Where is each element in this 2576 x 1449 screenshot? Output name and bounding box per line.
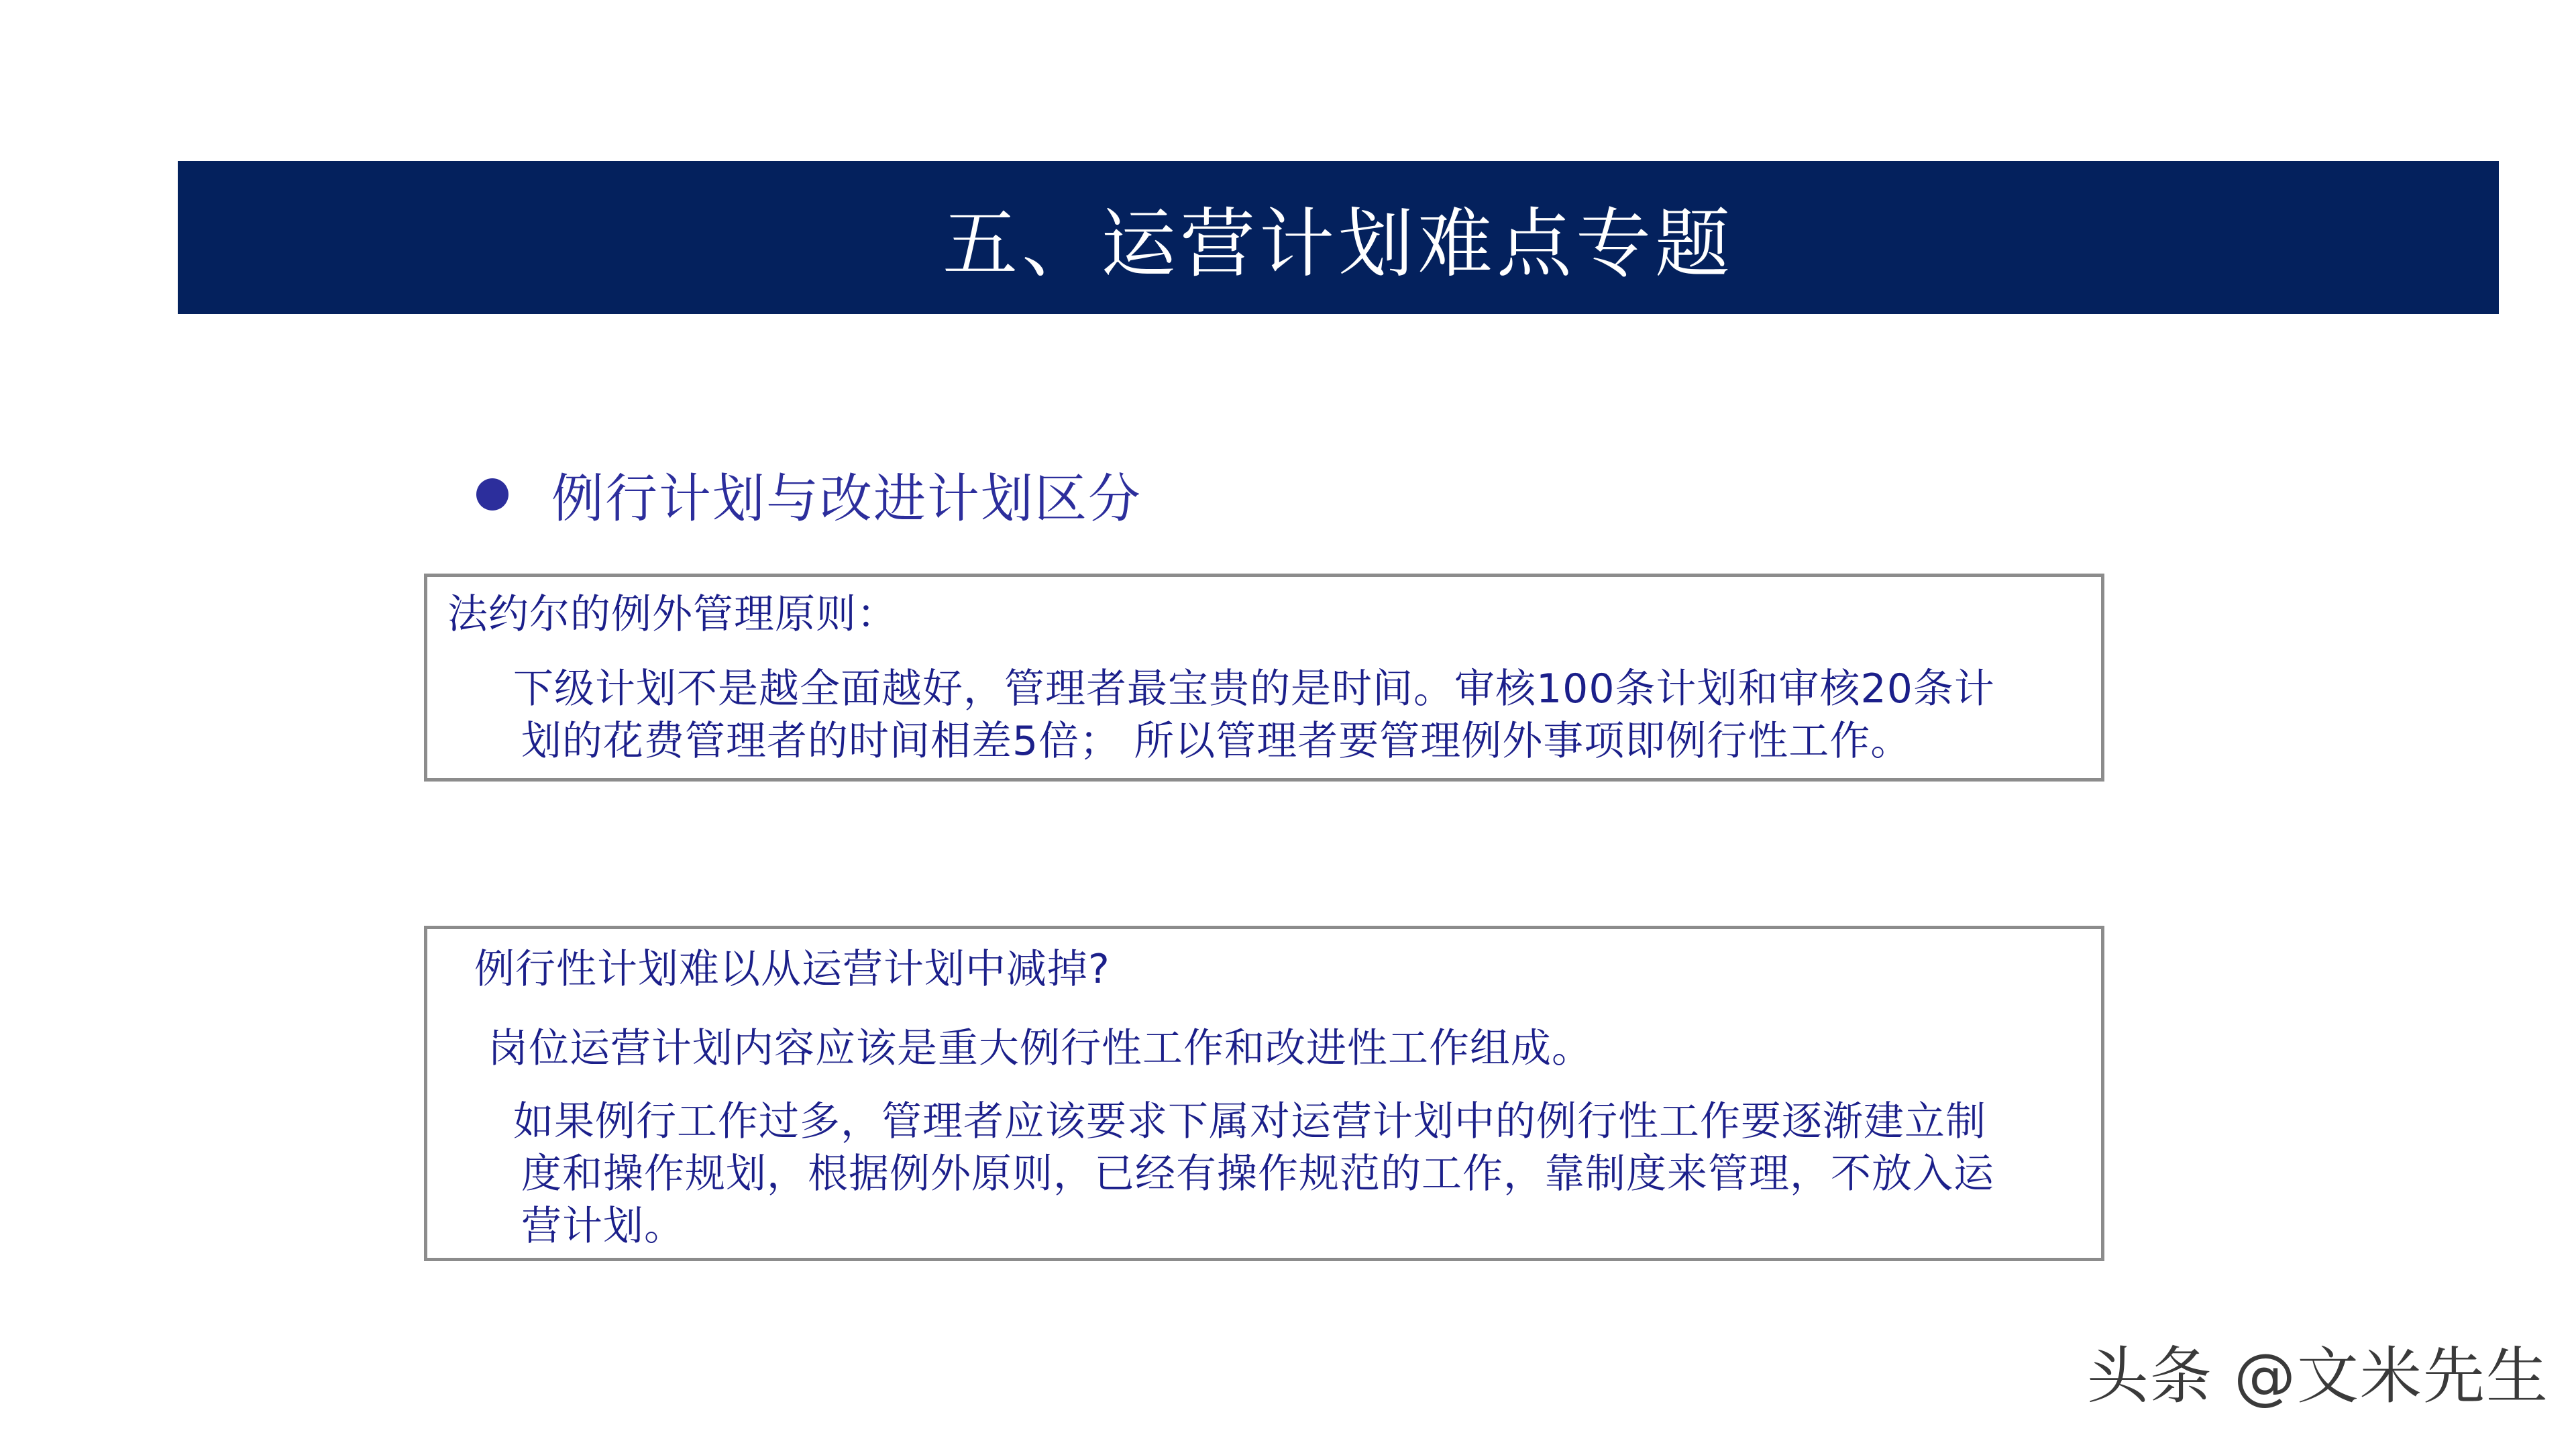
fayol-principle-box (424, 574, 2104, 782)
watermark: 头条 @文米先生 (2086, 1340, 2549, 1412)
page-title: 五、运营计划难点专题 (943, 200, 1734, 288)
box1-body (513, 663, 1995, 767)
box2-paragraph (513, 1095, 1994, 1252)
box1-title: 法约尔的例外管理原则： (447, 591, 898, 638)
routine-plan-box (424, 926, 2104, 1261)
box1-body-line2: 划的花费管理者的时间相差5倍； 所以管理者要管理例外事项即例行性工作。 (521, 718, 1912, 765)
box2-para-line2: 度和操作规划，根据例外原则，已经有操作规范的工作，靠制度来管理，不放入运 (521, 1150, 1994, 1197)
box2-line1: 岗位运营计划内容应该是重大例行性工作和改进性工作组成。 (488, 1025, 1593, 1072)
box2-title: 例行性计划难以从运营计划中减掉? (474, 946, 1110, 993)
bullet-dot-icon (476, 478, 508, 511)
title-bar (178, 161, 2499, 314)
box2-para-line1: 如果例行工作过多，管理者应该要求下属对运营计划中的例行性工作要逐渐建立制 (513, 1098, 1986, 1145)
section-heading (476, 458, 1142, 531)
box1-body-line1: 下级计划不是越全面越好，管理者最宝贵的是时间。审核100条计划和审核20条计 (513, 665, 1995, 712)
box2-para-line3: 营计划。 (521, 1203, 685, 1250)
section-heading-text: 例行计划与改进计划区分 (551, 469, 1142, 529)
